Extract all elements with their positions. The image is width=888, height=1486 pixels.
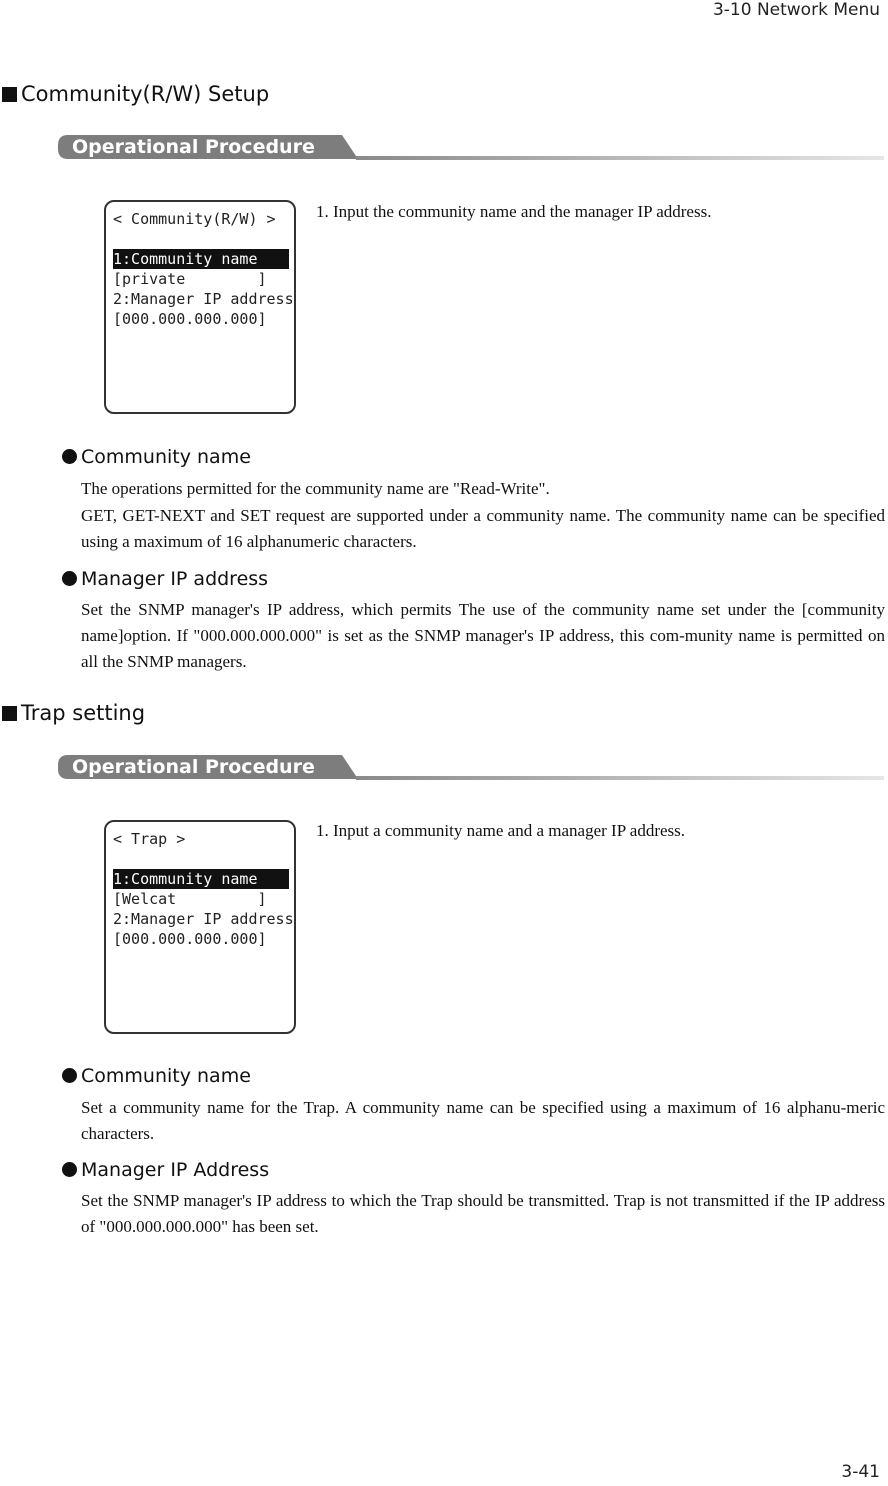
screen-menu-item-manager-ip: 2:Manager IP address [113,910,294,928]
square-bullet-icon [2,706,17,721]
circle-bullet-icon [62,449,77,464]
page-header-title: 3-10 Network Menu [712,0,880,20]
circle-bullet-icon [62,1068,77,1083]
step-1-text: 1. Input a community name and a manager IP address. [316,821,686,840]
paragraph: Set a community name for the Trap. A community name can be specified using a maximum of 16 alphanu-meric characters. [81,1098,885,1143]
screen-menu-item-manager-ip: 2:Manager IP address [113,290,294,308]
section-heading-text: Trap setting [21,701,146,725]
page-number: 3-41 [841,1462,880,1482]
screen-title: < Community(R/W) > [113,210,276,228]
paragraph: Set the SNMP manager's IP address to which the Trap should be transmitted. Trap is not transmitted if the IP address of "000.000.000.000" has been set. [81,1191,885,1236]
operational-procedure-label: Operational Procedure [72,136,315,158]
section-heading-community-rw [2,82,269,106]
paragraph: Set the SNMP manager's IP address, which permits The use of the community name set under the [community name]option. If "000.000.000.000" is set as the SNMP manager's IP address, this com-munity name is permitted on all the SNMP managers. [81,600,885,671]
screen-menu-item-community-name: 1:Community name [113,249,289,269]
step-1-text: 1. Input the community name and the manager IP address. [316,202,712,221]
subheading-text: Community name [81,1065,251,1087]
subheading-manager-ip [62,1159,269,1181]
operational-procedure-banner [56,753,886,785]
paragraph: The operations permitted for the community name are "Read-Write". [81,479,550,498]
paragraph: GET, GET-NEXT and SET request are supported under a community name. The community name can be specified using a maximum of 16 alphanumeric characters. [81,506,885,551]
lcd-screen-trap [104,820,296,1034]
screen-community-value: [Welcat ] [113,890,267,908]
subheading-community-name [62,1065,251,1087]
screen-community-value: [private ] [113,270,267,288]
screen-menu-item-community-name: 1:Community name [113,869,289,889]
lcd-screen-community-rw [104,200,296,414]
subheading-manager-ip [62,568,268,590]
screen-manager-ip-value: [000.000.000.000] [113,930,267,948]
screen-title: < Trap > [113,830,186,848]
square-bullet-icon [2,87,17,102]
circle-bullet-icon [62,1162,77,1177]
circle-bullet-icon [62,571,77,586]
section-heading-trap-setting [2,701,145,725]
subheading-community-name [62,446,251,468]
subheading-text: Community name [81,446,251,468]
section-heading-text: Community(R/W) Setup [21,82,270,106]
subheading-text: Manager IP address [81,568,269,590]
operational-procedure-banner [56,133,886,165]
operational-procedure-label: Operational Procedure [72,756,315,778]
subheading-text: Manager IP Address [81,1159,270,1181]
screen-manager-ip-value: [000.000.000.000] [113,310,267,328]
